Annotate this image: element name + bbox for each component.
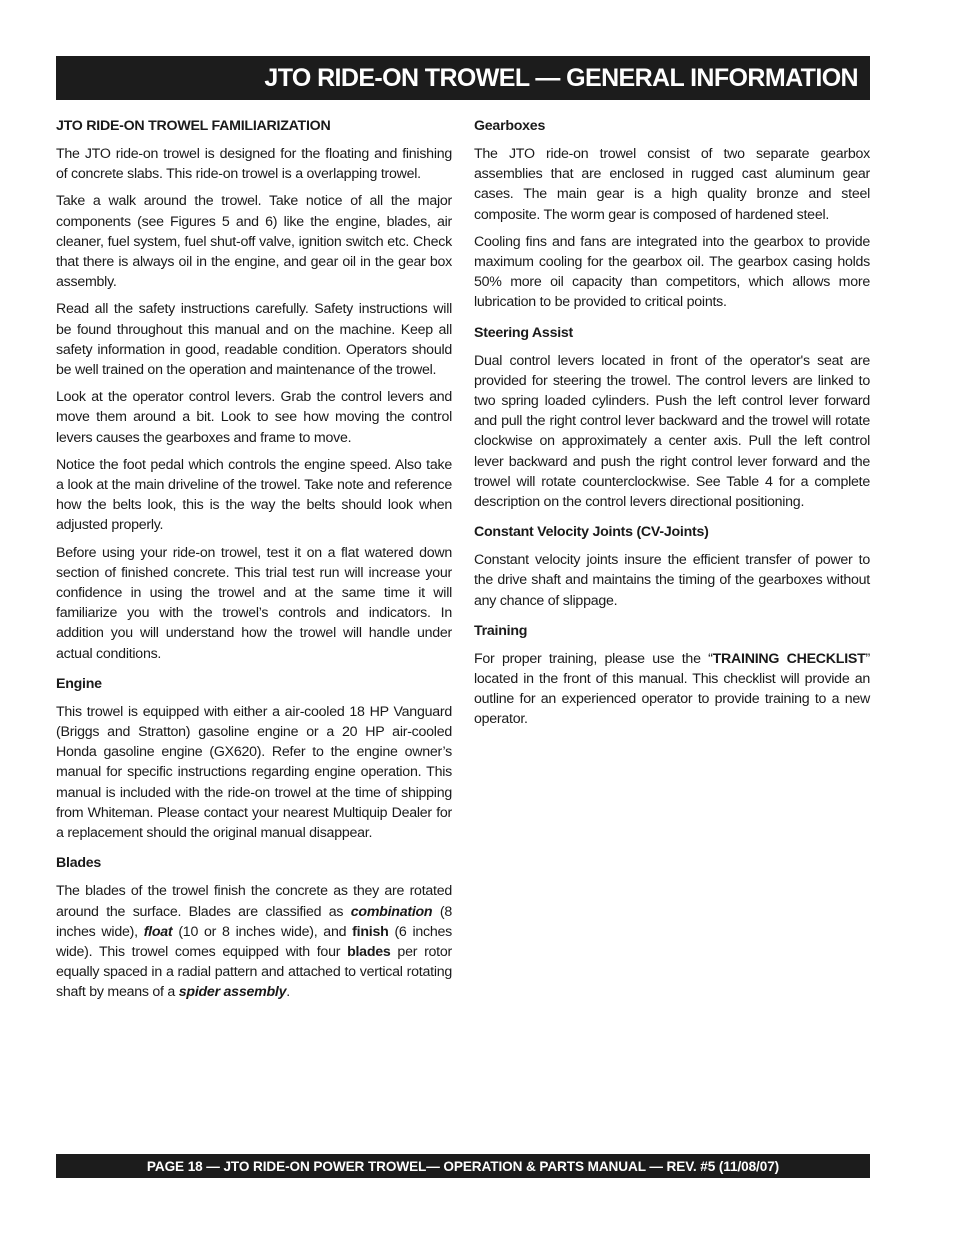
familiarization-paragraph-5: Notice the foot pedal which controls the engine speed. Also take a look at the main driveline of the trowel. Take note and reference how the belts look, this is the way the belts should look when adjusted properly. xyxy=(56,456,452,534)
familiarization-paragraph-4: Look at the operator control levers. Grab the control levers and move them around a bit. Look to see how moving the control levers causes the gearboxes and frame to move. xyxy=(56,389,452,446)
steering-paragraph: Dual control levers located in front of the operator's seat are provided for steering the trowel. The control levers are linked to two spring loaded cylinders. Push the left control lever forward and pull the right control lever backward and the trowel will rotate clockwise on approximately a center axis. Pull the left control lever backward and push the right control lever forward and the trowel will rotate counterclockwise. See Table 4 for a complete description on the control levers directional positioning. xyxy=(474,352,870,511)
training-text-2: ” located in the front of this manual. This checklist will provide an outline for an experienced operator to provide training to a new operator. xyxy=(474,650,871,728)
engine-paragraph: This trowel is equipped with either a air-cooled 18 HP Vanguard (Briggs and Stratton) gasoline engine or a 20 HP air-cooled Honda gasoline engine (GX620). Refer to the engine owner’s manual for specific instructions regarding engine operation. This manual is included with the ride-on trowel at the time of shipping from Whiteman. Please contact your nearest Multiquip Dealer for a replacement should the original manual disappear. xyxy=(56,703,452,842)
footer-bar xyxy=(56,1154,870,1178)
blades-text-3: (10 or 8 inches wide), and xyxy=(172,923,353,940)
title-bar xyxy=(56,56,870,100)
term-float: float xyxy=(143,923,173,940)
gearboxes-paragraph-1: The JTO ride-on trowel consist of two separate gearbox assemblies that are enclosed in rugged cast aluminum gear cases. The main gear is a high quality bronze and steel composite. The worm gear is composed of hardened steel. xyxy=(474,146,870,223)
right-column xyxy=(474,116,870,737)
term-combination: combination xyxy=(350,903,433,920)
steering-heading: Steering Assist xyxy=(474,324,574,341)
footer-text: PAGE 18 — JTO RIDE-ON POWER TROWEL— OPERATION & PARTS MANUAL — REV. #5 (11/08/07) xyxy=(146,1158,780,1174)
training-paragraph xyxy=(474,649,870,730)
term-spider-assembly: spider assembly xyxy=(178,984,287,1001)
cv-joints-paragraph: Constant velocity joints insure the efficient transfer of power to the drive shaft and maintains the timing of the gearboxes without any chance of slippage. xyxy=(474,552,870,609)
blades-heading: Blades xyxy=(56,855,102,872)
familiarization-paragraph-1: The JTO ride-on trowel is designed for the floating and finishing of concrete slabs. This ride-on trowel is a overlapping trowel. xyxy=(56,146,452,183)
familiarization-paragraph-6: Before using your ride-on trowel, test it on a flat watered down section of finished concrete. This trial test run will increase your confidence in using the trowel and at the same time it will familiarize you with the trowel’s controls and indicators. In addition you will understand how the trowel will handle under actual conditions. xyxy=(56,544,452,662)
blades-text-1: The blades of the trowel finish the concrete as they are rotated around the surface. Blades are classified as xyxy=(56,883,452,920)
cv-joints-heading: Constant Velocity Joints (CV-Joints) xyxy=(474,524,709,541)
engine-heading: Engine xyxy=(56,675,102,692)
term-blades: blades xyxy=(347,943,391,960)
training-text-1: For proper training, please use the “ xyxy=(474,650,713,667)
gearboxes-heading: Gearboxes xyxy=(474,118,546,134)
page-title: JTO RIDE-ON TROWEL — GENERAL INFORMATION xyxy=(264,63,858,92)
blades-paragraph xyxy=(56,881,452,1002)
term-finish: finish xyxy=(352,923,389,940)
familiarization-heading: JTO RIDE-ON TROWEL FAMILIARIZATION xyxy=(56,118,331,134)
training-heading: Training xyxy=(474,622,528,639)
blades-text-5: per rotor equally spaced in a radial pattern and attached to vertical rotating shaft by means of a xyxy=(56,943,452,1001)
blades-text-2: (8 inches wide), xyxy=(56,903,452,940)
gearboxes-paragraph-2: Cooling fins and fans are integrated into the gearbox to provide maximum cooling for the gearbox oil. The gearbox casing holds 50% more oil capacity than competitors, which allows more lubrication to be provided to critical points. xyxy=(474,233,870,311)
blades-text-6: . xyxy=(286,984,290,1001)
term-training-checklist: TRAINING CHECKLIST xyxy=(712,650,866,667)
familiarization-paragraph-3: Read all the safety instructions carefully. Safety instructions will be found throughout this manual and on the machine. Keep all safety information in good, readable condition. Operators should be well trained on the operation and maintenance of the trowel. xyxy=(56,301,452,379)
left-column xyxy=(56,116,452,1010)
blades-text-4: (6 inches wide). This trowel comes equipped with four xyxy=(56,923,452,960)
familiarization-paragraph-2: Take a walk around the trowel. Take notice of all the major components (see Figures 5 and 6) like the engine, blades, air cleaner, fuel system, fuel shut-off valve, ignition switch etc. Check that there is always oil in the engine, and gear oil in the gear box assembly. xyxy=(56,193,452,291)
